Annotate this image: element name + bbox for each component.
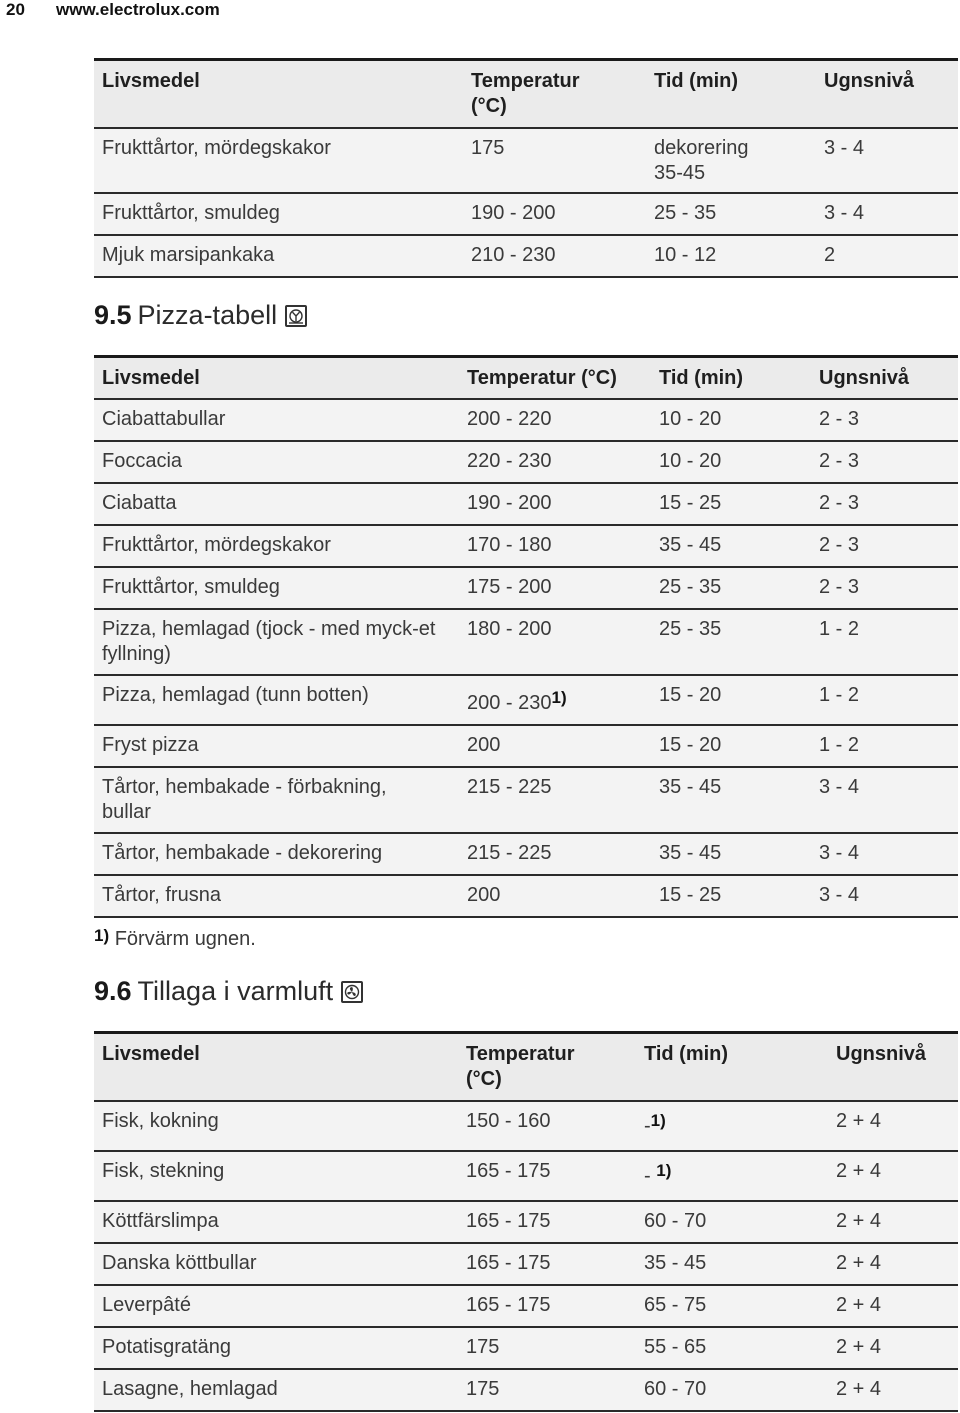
food-cell: Danska köttbullar — [102, 1251, 257, 1274]
food-cell: Ciabatta — [102, 491, 177, 514]
table-row — [94, 235, 958, 277]
time-cell: 10 - 20 — [659, 449, 722, 472]
temperature-cell: 180 - 200 — [467, 617, 552, 640]
shelf-cell: 2 - 3 — [819, 407, 860, 430]
fan-setting-icon — [341, 981, 363, 1003]
column-header-time: Tid (min) — [659, 367, 744, 389]
temperature-cell: 150 - 160 — [466, 1109, 551, 1132]
table-header-row — [94, 357, 958, 399]
baking-table — [94, 58, 958, 278]
table-row — [94, 833, 958, 875]
shelf-cell: 2 + 4 — [836, 1251, 882, 1274]
shelf-cell: 3 - 4 — [819, 883, 860, 906]
table-row — [94, 1327, 958, 1369]
table-row — [94, 1243, 958, 1285]
temperature-cell: 200 - 230$^{1)}$ — [467, 687, 567, 714]
time-cell: - $^{1)}$ — [644, 1160, 672, 1187]
table-header-row — [94, 60, 958, 128]
shelf-cell: 3 - 4 — [819, 841, 860, 864]
food-cell: Frukttårtor, mördegskakor — [102, 533, 331, 556]
time-cell: 25 - 35 — [654, 201, 717, 224]
time-cell: 60 - 70 — [644, 1209, 707, 1232]
time-cell: -$^{1)}$ — [644, 1110, 666, 1137]
time-cell: 25 - 35 — [659, 575, 722, 598]
table-row — [94, 875, 958, 917]
shelf-cell: 3 - 4 — [824, 136, 865, 159]
temperature-cell: 190 - 200 — [471, 201, 556, 224]
table-row — [94, 525, 958, 567]
shelf-cell: 1 - 2 — [819, 617, 860, 640]
food-cell: Fryst pizza — [102, 733, 199, 756]
footnote-text: Förvärm ugnen. — [114, 928, 256, 950]
time-cell: 15 - 25 — [659, 883, 722, 906]
time-cell: 15 - 20 — [659, 733, 722, 756]
food-cell: Mjuk marsipankaka — [102, 243, 275, 266]
time-cell: 15 - 20 — [659, 683, 722, 706]
time-cell: 10 - 20 — [659, 407, 722, 430]
food-cell: Lasagne, hemlagad — [102, 1377, 278, 1400]
section-heading: Tillaga i varmluft — [137, 976, 334, 1006]
temperature-cell: 165 - 175 — [466, 1251, 551, 1274]
temperature-cell: 215 - 225 — [467, 775, 552, 798]
shelf-cell: 1 - 2 — [819, 683, 860, 706]
temperature-cell: 175 — [466, 1335, 500, 1358]
shelf-cell: 2 + 4 — [836, 1109, 882, 1132]
section-title-pizza — [94, 300, 307, 331]
shelf-cell: 2 + 4 — [836, 1335, 882, 1358]
shelf-cell: 3 - 4 — [824, 201, 865, 224]
shelf-cell: 2 + 4 — [836, 1209, 882, 1232]
shelf-cell: 2 — [824, 243, 836, 266]
table-row — [94, 193, 958, 235]
food-cell: Fisk, kokning — [102, 1109, 219, 1132]
time-cell: 60 - 70 — [644, 1377, 707, 1400]
food-cell: Frukttårtor, smuldeg — [102, 575, 280, 598]
pizza-setting-icon — [285, 305, 307, 327]
table-row — [94, 767, 958, 833]
food-cell: Pizza, hemlagad (tjock - med myck-et fyllning) — [102, 617, 436, 665]
time-cell: 55 - 65 — [644, 1335, 707, 1358]
time-cell: 35 - 45 — [659, 775, 722, 798]
footnote-marker: 1) — [94, 926, 110, 945]
time-cell: dekorering 35-45 — [654, 136, 749, 184]
time-cell: 10 - 12 — [654, 243, 717, 266]
column-header-food: Livsmedel — [102, 367, 200, 389]
temperature-cell: 210 - 230 — [471, 243, 556, 266]
shelf-cell: 2 - 3 — [819, 491, 860, 514]
food-cell: Leverpâté — [102, 1293, 191, 1316]
table-row — [94, 1151, 958, 1201]
temperature-cell: 200 - 220 — [467, 407, 552, 430]
table-row — [94, 1101, 958, 1151]
table-row — [94, 567, 958, 609]
pizza-table — [94, 355, 958, 918]
food-cell: Frukttårtor, mördegskakor — [102, 136, 331, 159]
temperature-cell: 200 — [467, 883, 501, 906]
time-cell: 15 - 25 — [659, 491, 722, 514]
temperature-cell: 175 - 200 — [467, 575, 552, 598]
table-row — [94, 483, 958, 525]
column-header-shelf: Ugnsnivå — [836, 1043, 927, 1065]
time-cell: 65 - 75 — [644, 1293, 707, 1316]
food-cell: Frukttårtor, smuldeg — [102, 201, 280, 224]
column-header-food: Livsmedel — [102, 1043, 200, 1065]
shelf-cell: 2 - 3 — [819, 449, 860, 472]
temperature-cell: 175 — [466, 1377, 500, 1400]
table-row — [94, 675, 958, 725]
temperature-cell: 215 - 225 — [467, 841, 552, 864]
shelf-cell: 2 - 3 — [819, 575, 860, 598]
table-row — [94, 399, 958, 441]
temperature-cell: 220 - 230 — [467, 449, 552, 472]
time-cell: 35 - 45 — [659, 841, 722, 864]
section-number: 9.6 — [94, 976, 132, 1006]
shelf-cell: 2 + 4 — [836, 1159, 882, 1182]
table-header-row — [94, 1033, 958, 1101]
food-cell: Tårtor, hembakade - förbakning, bullar — [102, 775, 387, 823]
temperature-cell: 165 - 175 — [466, 1159, 551, 1182]
shelf-cell: 2 + 4 — [836, 1293, 882, 1316]
footnote-reference: 1) — [551, 687, 567, 707]
convection-table — [94, 1031, 958, 1412]
section-number: 9.5 — [94, 300, 132, 330]
section-title-convection — [94, 976, 363, 1007]
temperature-cell: 190 - 200 — [467, 491, 552, 514]
column-header-time: Tid (min) — [654, 70, 739, 92]
temperature-cell: 165 - 175 — [466, 1209, 551, 1232]
website-url: www.electrolux.com — [56, 0, 220, 19]
time-cell: 35 - 45 — [644, 1251, 707, 1274]
table-row — [94, 725, 958, 767]
temperature-cell: 200 — [467, 733, 501, 756]
table-row — [94, 128, 958, 193]
temperature-cell: 170 - 180 — [467, 533, 552, 556]
food-cell: Tårtor, frusna — [102, 883, 221, 906]
table-row — [94, 1285, 958, 1327]
column-header-temperature: Temperatur (°C) — [466, 1043, 575, 1090]
food-cell: Potatisgratäng — [102, 1335, 231, 1358]
column-header-time: Tid (min) — [644, 1043, 729, 1065]
column-header-shelf: Ugnsnivå — [824, 70, 915, 92]
temperature-cell: 175 — [471, 136, 505, 159]
shelf-cell: 1 - 2 — [819, 733, 860, 756]
table-row — [94, 1369, 958, 1411]
footnote-reference: 1) — [656, 1160, 672, 1180]
section-heading: Pizza-tabell — [137, 300, 278, 330]
page-header — [0, 0, 960, 20]
time-cell: 25 - 35 — [659, 617, 722, 640]
shelf-cell: 3 - 4 — [819, 775, 860, 798]
table-row — [94, 441, 958, 483]
column-header-temperature: Temperatur (°C) — [471, 70, 580, 117]
time-cell: 35 - 45 — [659, 533, 722, 556]
footnote-reference: 1) — [650, 1110, 666, 1130]
table-row — [94, 609, 958, 675]
food-cell: Pizza, hemlagad (tunn botten) — [102, 683, 369, 706]
food-cell: Köttfärslimpa — [102, 1209, 219, 1232]
food-cell: Tårtor, hembakade - dekorering — [102, 841, 383, 864]
column-header-food: Livsmedel — [102, 70, 200, 92]
shelf-cell: 2 + 4 — [836, 1377, 882, 1400]
column-header-temperature: Temperatur (°C) — [467, 367, 617, 389]
column-header-shelf: Ugnsnivå — [819, 367, 910, 389]
temperature-cell: 165 - 175 — [466, 1293, 551, 1316]
shelf-cell: 2 - 3 — [819, 533, 860, 556]
page-number: 20 — [6, 0, 25, 19]
food-cell: Ciabattabullar — [102, 407, 226, 430]
food-cell: Foccacia — [102, 449, 183, 472]
food-cell: Fisk, stekning — [102, 1159, 225, 1182]
footnote — [94, 926, 256, 951]
table-row — [94, 1201, 958, 1243]
